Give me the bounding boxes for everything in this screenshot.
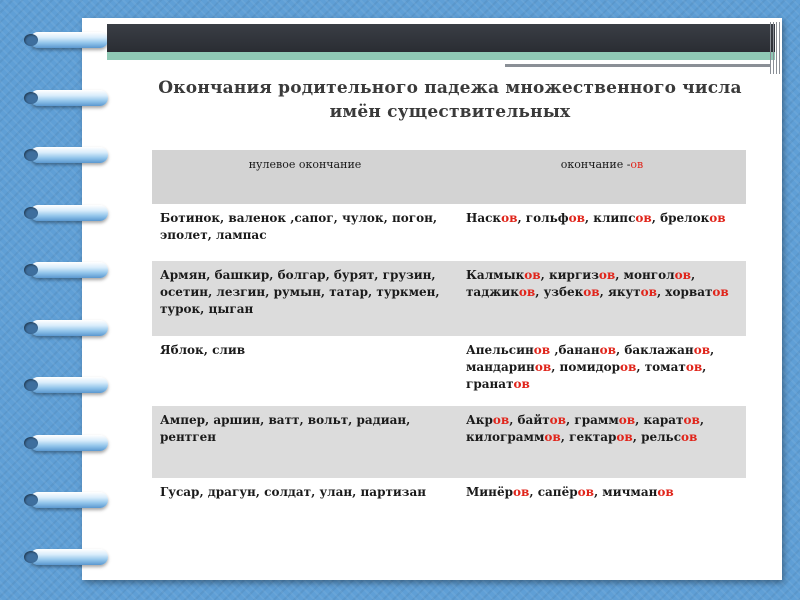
word-ending: ов bbox=[635, 211, 652, 225]
word-ending: ов bbox=[518, 285, 536, 299]
col1-header-text: нулевое окончание bbox=[248, 158, 362, 171]
table-row bbox=[152, 336, 746, 406]
zero-ending-cell: Гусар, драгун, солдат, улан, партизан bbox=[152, 478, 458, 556]
word-ending: ов bbox=[533, 343, 551, 357]
word-ending: ов bbox=[583, 285, 600, 299]
word-stem: , гольф bbox=[517, 211, 569, 225]
word-stem: , хорват bbox=[656, 285, 713, 299]
table-row bbox=[152, 478, 746, 556]
word-ending: ов bbox=[709, 211, 726, 225]
header-bar bbox=[107, 24, 775, 52]
word-ending: ов bbox=[681, 430, 698, 444]
word-stem: , таджик bbox=[466, 268, 696, 299]
word-stem: , брелок bbox=[651, 211, 710, 225]
word-stem: , рельс bbox=[632, 430, 682, 444]
word-ending: ов bbox=[657, 485, 674, 499]
word-ending: ов bbox=[501, 211, 518, 225]
word-stem: ,банан bbox=[550, 343, 600, 357]
word-stem: , гранат bbox=[466, 360, 707, 391]
ov-ending-cell bbox=[458, 204, 746, 261]
word-stem: , баклажан bbox=[615, 343, 694, 357]
word-ending: ов bbox=[640, 285, 657, 299]
word-stem: , мичман bbox=[593, 485, 658, 499]
word-ending: ов bbox=[568, 211, 585, 225]
title-line-1: Окончания родительного падежа множественного числа bbox=[158, 78, 742, 98]
binder-ring-1 bbox=[30, 32, 108, 48]
ov-ending-cell bbox=[458, 478, 746, 556]
word-stem: , монгол bbox=[615, 268, 675, 282]
word-ending: ов bbox=[513, 377, 530, 391]
table-body bbox=[152, 204, 746, 556]
word-stem: , карат bbox=[635, 413, 684, 427]
table-row bbox=[152, 261, 746, 336]
word-stem: , сапёр bbox=[529, 485, 578, 499]
title-line-2: имён существительных bbox=[329, 102, 571, 122]
word-stem: Калмык bbox=[466, 268, 525, 282]
col-header-ov-ending bbox=[458, 150, 746, 204]
endings-table bbox=[152, 150, 746, 556]
word-ending: ов bbox=[513, 485, 530, 499]
word-stem: , мандарин bbox=[466, 343, 715, 374]
word-ending: ов bbox=[620, 360, 637, 374]
ov-ending-cell bbox=[458, 336, 746, 406]
table-row bbox=[152, 204, 746, 261]
zero-ending-cell: Ботинок, валенок ,сапог, чулок, погон, эполет, лампас bbox=[152, 204, 458, 261]
word-ending: ов bbox=[683, 413, 700, 427]
word-stem: , грамм bbox=[566, 413, 619, 427]
ov-ending-cell bbox=[458, 261, 746, 336]
table-row bbox=[152, 406, 746, 478]
col2-header-ending: ов bbox=[630, 158, 644, 171]
binder-ring-8 bbox=[30, 435, 108, 451]
binder-ring-5 bbox=[30, 262, 108, 278]
word-stem: , байт bbox=[509, 413, 550, 427]
zero-ending-cell: Ампер, аршин, ватт, вольт, радиан, рентген bbox=[152, 406, 458, 478]
col-header-zero-ending bbox=[152, 150, 458, 204]
word-ending: ов bbox=[577, 485, 594, 499]
header-stripes bbox=[770, 22, 782, 74]
word-stem: Минёр bbox=[466, 485, 513, 499]
binder-ring-7 bbox=[30, 377, 108, 393]
table-header-row bbox=[152, 150, 746, 204]
word-stem: Наск bbox=[466, 211, 502, 225]
binder-ring-10 bbox=[30, 549, 108, 565]
word-ending: ов bbox=[618, 413, 636, 427]
word-stem: , килограмм bbox=[466, 413, 705, 444]
word-stem: , помидор bbox=[551, 360, 621, 374]
word-ending: ов bbox=[549, 413, 567, 427]
binder-ring-6 bbox=[30, 320, 108, 336]
word-stem: Акр bbox=[466, 413, 493, 427]
word-ending: ов bbox=[534, 360, 552, 374]
word-ending: ов bbox=[693, 343, 711, 357]
col2-header-prefix: окончание - bbox=[560, 158, 631, 171]
page-title bbox=[100, 76, 800, 124]
word-stem: , гектар bbox=[560, 430, 617, 444]
binder-ring-4 bbox=[30, 205, 108, 221]
word-stem: Апельсин bbox=[466, 343, 534, 357]
zero-ending-cell: Яблок, слив bbox=[152, 336, 458, 406]
binder-ring-2 bbox=[30, 90, 108, 106]
word-stem: , томат bbox=[636, 360, 686, 374]
word-stem: , клипс bbox=[584, 211, 636, 225]
word-ending: ов bbox=[674, 268, 691, 282]
word-stem: , узбек bbox=[535, 285, 584, 299]
word-ending: ов bbox=[524, 268, 541, 282]
word-stem: , якут bbox=[599, 285, 641, 299]
ov-ending-cell bbox=[458, 406, 746, 478]
word-stem: , киргиз bbox=[540, 268, 599, 282]
word-ending: ов bbox=[616, 430, 633, 444]
word-ending: ов bbox=[685, 360, 703, 374]
binder-ring-3 bbox=[30, 147, 108, 163]
word-ending: ов bbox=[599, 343, 616, 357]
word-ending: ов bbox=[598, 268, 616, 282]
binder-ring-9 bbox=[30, 492, 108, 508]
header-underline bbox=[505, 64, 770, 67]
header-accent-strip bbox=[107, 52, 775, 60]
zero-ending-cell: Армян, башкир, болгар, бурят, грузин, осетин, лезгин, румын, татар, туркмен, турок, цыган bbox=[152, 261, 458, 336]
word-ending: ов bbox=[712, 285, 729, 299]
word-ending: ов bbox=[492, 413, 510, 427]
word-ending: ов bbox=[544, 430, 561, 444]
